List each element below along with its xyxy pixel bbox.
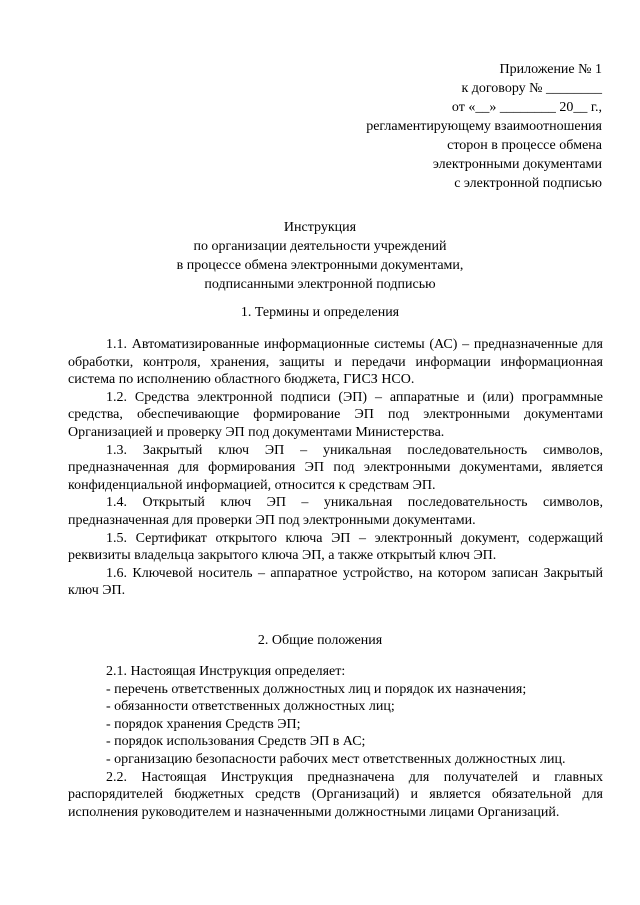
appendix-line-signature: с электронной подписью — [454, 176, 602, 191]
appendix-line-parties: сторон в процессе обмена — [447, 138, 602, 153]
document-title — [0, 218, 640, 294]
list-item: - обязанности ответственных должностных лиц; — [106, 699, 395, 715]
appendix-line-date: от «__» ________ 20__ г., — [451, 100, 602, 115]
paragraph-1-5: 1.5. Сертификат открытого ключа ЭП – электронный документ, содержащий реквизиты владельца закрытого ключа ЭП, а также открытый ключ ЭП. — [68, 530, 603, 564]
title-line-instruction: Инструкция — [283, 220, 357, 235]
paragraph-1-2: 1.2. Средства электронной подписи (ЭП) – аппаратные и (или) программные средства, обеспечивающие формирование ЭП под электронными документами Организацией и проверку ЭП под документами Министерства. — [68, 389, 603, 440]
list-item: - порядок использования Средств ЭП в АС; — [106, 734, 366, 750]
paragraph-2-2: 2.2. Настоящая Инструкция предназначена для получателей и главных распорядителей бюджетных средств (Организаций) и является обязательной для исполнения руководителем и назначенными должностными лицами Организаций. — [68, 769, 603, 820]
section-2-body — [68, 663, 603, 821]
section-2-heading: 2. Общие положения — [257, 633, 383, 648]
list-item: - порядок хранения Средств ЭП; — [106, 716, 301, 732]
paragraph-1-4: 1.4. Открытый ключ ЭП – уникальная последовательность символов, предназначенная для проверки ЭП под электронными документами. — [68, 495, 603, 528]
section-1-body — [68, 336, 603, 600]
appendix-line-contract: к договору № ________ — [461, 81, 602, 96]
title-line-exchange: в процессе обмена электронными документами, — [176, 258, 464, 273]
paragraph-2-1: 2.1. Настоящая Инструкция определяет: — [106, 664, 346, 679]
section-1-heading: 1. Термины и определения — [240, 305, 400, 320]
paragraph-1-1: 1.1. Автоматизированные информационные системы (АС) – предназначенные для обработки, контроля, хранения, защиты и передачи информации информационная система по исполнению областного бюджета, ГИСЗ НСО. — [68, 337, 603, 388]
appendix-line-regulating: регламентирующему взаимоотношения — [366, 119, 602, 134]
appendix-line-number: Приложение № 1 — [499, 62, 602, 77]
title-line-signed: подписанными электронной подписью — [204, 277, 436, 292]
paragraph-1-3: 1.3. Закрытый ключ ЭП – уникальная последовательность символов, предназначенная для формирования ЭП под электронными документами, является конфиденциальной информацией, относится к средствам ЭП. — [68, 442, 603, 493]
title-line-organization: по организации деятельности учреждений — [193, 239, 447, 254]
appendix-header — [282, 60, 602, 193]
list-item: - организацию безопасности рабочих мест ответственных должностных лиц. — [106, 751, 566, 767]
list-item: - перечень ответственных должностных лиц и порядок их назначения; — [106, 681, 527, 697]
appendix-line-documents: электронными документами — [432, 157, 602, 172]
paragraph-1-6: 1.6. Ключевой носитель – аппаратное устройство, на котором записан Закрытый ключ ЭП. — [68, 565, 603, 599]
